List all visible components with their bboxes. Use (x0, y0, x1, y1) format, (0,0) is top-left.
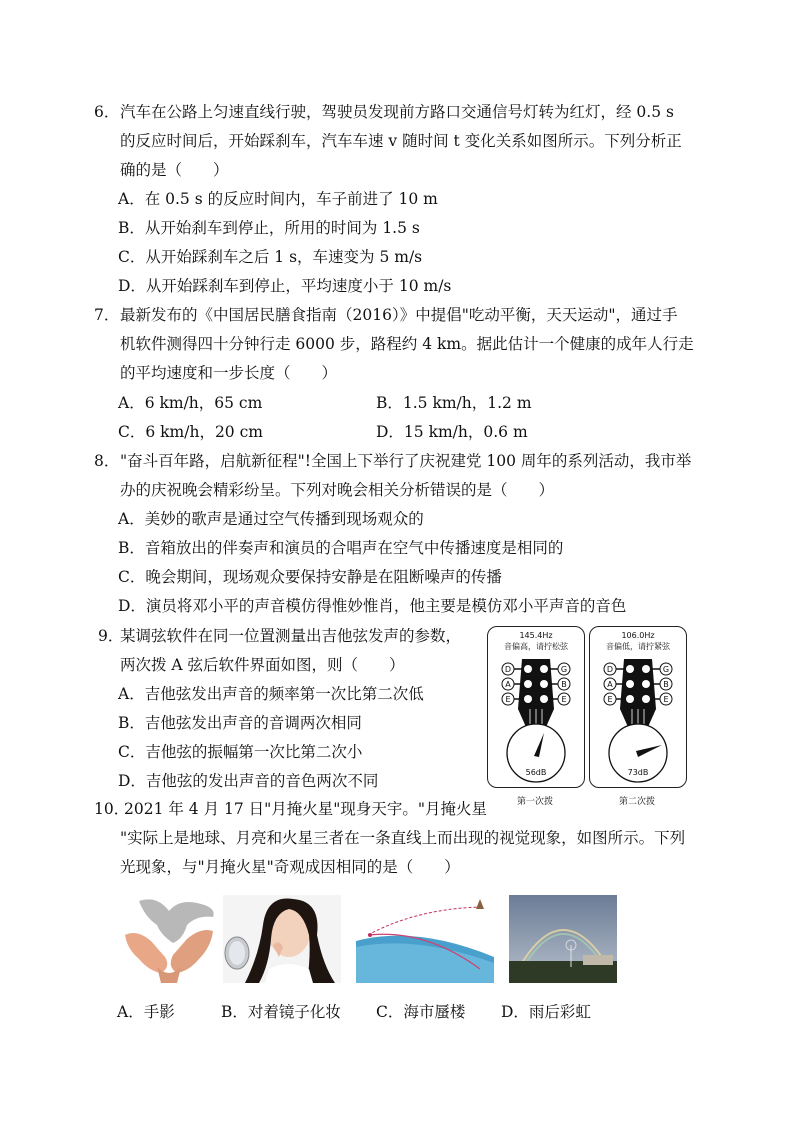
q10-option-b: B．对着镜子化妆 (221, 1003, 341, 1021)
q8-stem-line2: 办的庆祝晚会精彩纷呈。下列对晚会相关分析错误的是（ ） (120, 481, 555, 499)
peg-label: B (663, 680, 669, 689)
q9-option-c: C．吉他弦的振幅第一次比第二次小 (118, 743, 363, 761)
peg-label: E (561, 695, 567, 704)
q10-number: 10． (94, 800, 130, 818)
peg-label: B (561, 680, 567, 689)
q10-option-a: A．手影 (117, 1003, 175, 1021)
tuner-figure (484, 622, 704, 808)
q6-stem-line1: 汽车在公路上匀速直线行驶，驾驶员发现前方路口交通信号灯转为红灯，经 0.5 s (120, 103, 674, 121)
peg-label: D (504, 665, 512, 674)
q6-option-d: D．从开始踩刹车到停止，平均速度小于 10 m/s (118, 277, 452, 295)
peg-label: A (505, 680, 511, 689)
peg-label: E (663, 695, 669, 704)
tuner-first-freq: 145.4Hz (519, 631, 553, 640)
peg-label: A (607, 680, 613, 689)
q7-option-d: D．15 km/h，0.6 m (376, 423, 528, 441)
q10-stem-line2: "实际上是地球、月亮和火星三者在一条直线上而出现的视觉现象，如图所示。下列 (120, 829, 686, 847)
q6-option-a: A．在 0.5 s 的反应时间内，车子前进了 10 m (118, 190, 438, 208)
q6-option-c: C．从开始踩刹车之后 1 s，车速变为 5 m/s (118, 248, 423, 266)
peg-label: G (560, 665, 568, 674)
q6-stem-line3: 确的是（ ） (120, 161, 229, 179)
q8-option-c: C．晚会期间，现场观众要保持安静是在阻断噪声的传播 (118, 568, 502, 586)
q9-option-a: A．吉他弦发出声音的频率第一次比第二次低 (118, 685, 424, 703)
tuner-screen-first (487, 626, 585, 788)
q7-option-c: C．6 km/h，20 cm (118, 423, 263, 441)
q10-option-c: C．海市蜃楼 (376, 1003, 466, 1021)
q7-stem-line1: 最新发布的《中国居民膳食指南（2016）》中提倡"吃动平衡，天天运动"，通过手 (120, 306, 678, 324)
peg-label: E (505, 695, 511, 704)
tuner-second-db: 73dB (627, 768, 649, 777)
tuner-first-caption: 第一次拨 (517, 797, 554, 807)
tuner-second-caption: 第二次拨 (619, 797, 656, 807)
q10-option-d: D．雨后彩虹 (501, 1003, 591, 1021)
q9-number: 9． (98, 627, 124, 645)
peg-label: D (606, 665, 614, 674)
q7-number: 7． (94, 306, 120, 324)
tuner-second-hint: 音偏低，请拧紧弦 (606, 642, 670, 651)
q9-stem-line1: 某调弦软件在同一位置测量出吉他弦发声的参数， (120, 627, 462, 645)
q9-stem-line2: 两次拨 A 弦后软件界面如图，则（ ） (120, 656, 405, 674)
q9-option-b: B．吉他弦发出声音的音调两次相同 (118, 714, 362, 732)
q8-number: 8． (94, 452, 120, 470)
mirror-makeup-image (223, 895, 341, 983)
tuner-first-db: 56dB (525, 768, 547, 777)
hand-shadow-image (117, 895, 219, 983)
rainbow-image (509, 895, 617, 983)
q7-option-a: A．6 km/h，65 cm (118, 394, 263, 412)
peg-label: E (607, 695, 613, 704)
tuner-second-freq: 106.0Hz (621, 631, 655, 640)
q7-stem-line2: 机软件测得四十分钟行走 6000 步，路程约 4 km。据此估计一个健康的成年人行走 (120, 335, 694, 353)
q9-option-d: D．吉他弦的发出声音的音色两次不同 (118, 772, 379, 790)
q10-stem-line1: 2021 年 4 月 17 日"月掩火星"现身天宇。"月掩火星 (124, 800, 488, 818)
q8-stem-line1: "奋斗百年路，启航新征程"!全国上下举行了庆祝建党 100 周年的系列活动，我市举 (120, 452, 692, 470)
mirage-diagram-image (356, 895, 494, 983)
q6-stem-line2: 的反应时间后，开始踩刹车，汽车车速 v 随时间 t 变化关系如图所示。下列分析正 (120, 132, 682, 150)
q7-option-b: B．1.5 km/h，1.2 m (376, 394, 532, 412)
peg-label: G (662, 665, 670, 674)
q8-option-b: B．音箱放出的伴奏声和演员的合唱声在空气中传播速度是相同的 (118, 539, 564, 557)
tuner-first-hint: 音偏高，请拧松弦 (504, 642, 568, 651)
q10-stem-line3: 光现象，与"月掩火星"奇观成因相同的是（ ） (120, 858, 460, 876)
q6-option-b: B．从开始刹车到停止，所用的时间为 1.5 s (118, 219, 420, 237)
q8-option-d: D．演员将邓小平的声音模仿得惟妙惟肖，他主要是模仿邓小平声音的音色 (118, 597, 627, 615)
q8-option-a: A．美妙的歌声是通过空气传播到现场观众的 (118, 510, 424, 528)
q6-number: 6． (94, 103, 120, 121)
q7-stem-line3: 的平均速度和一步长度（ ） (120, 364, 338, 382)
tuner-screen-second (589, 626, 687, 788)
